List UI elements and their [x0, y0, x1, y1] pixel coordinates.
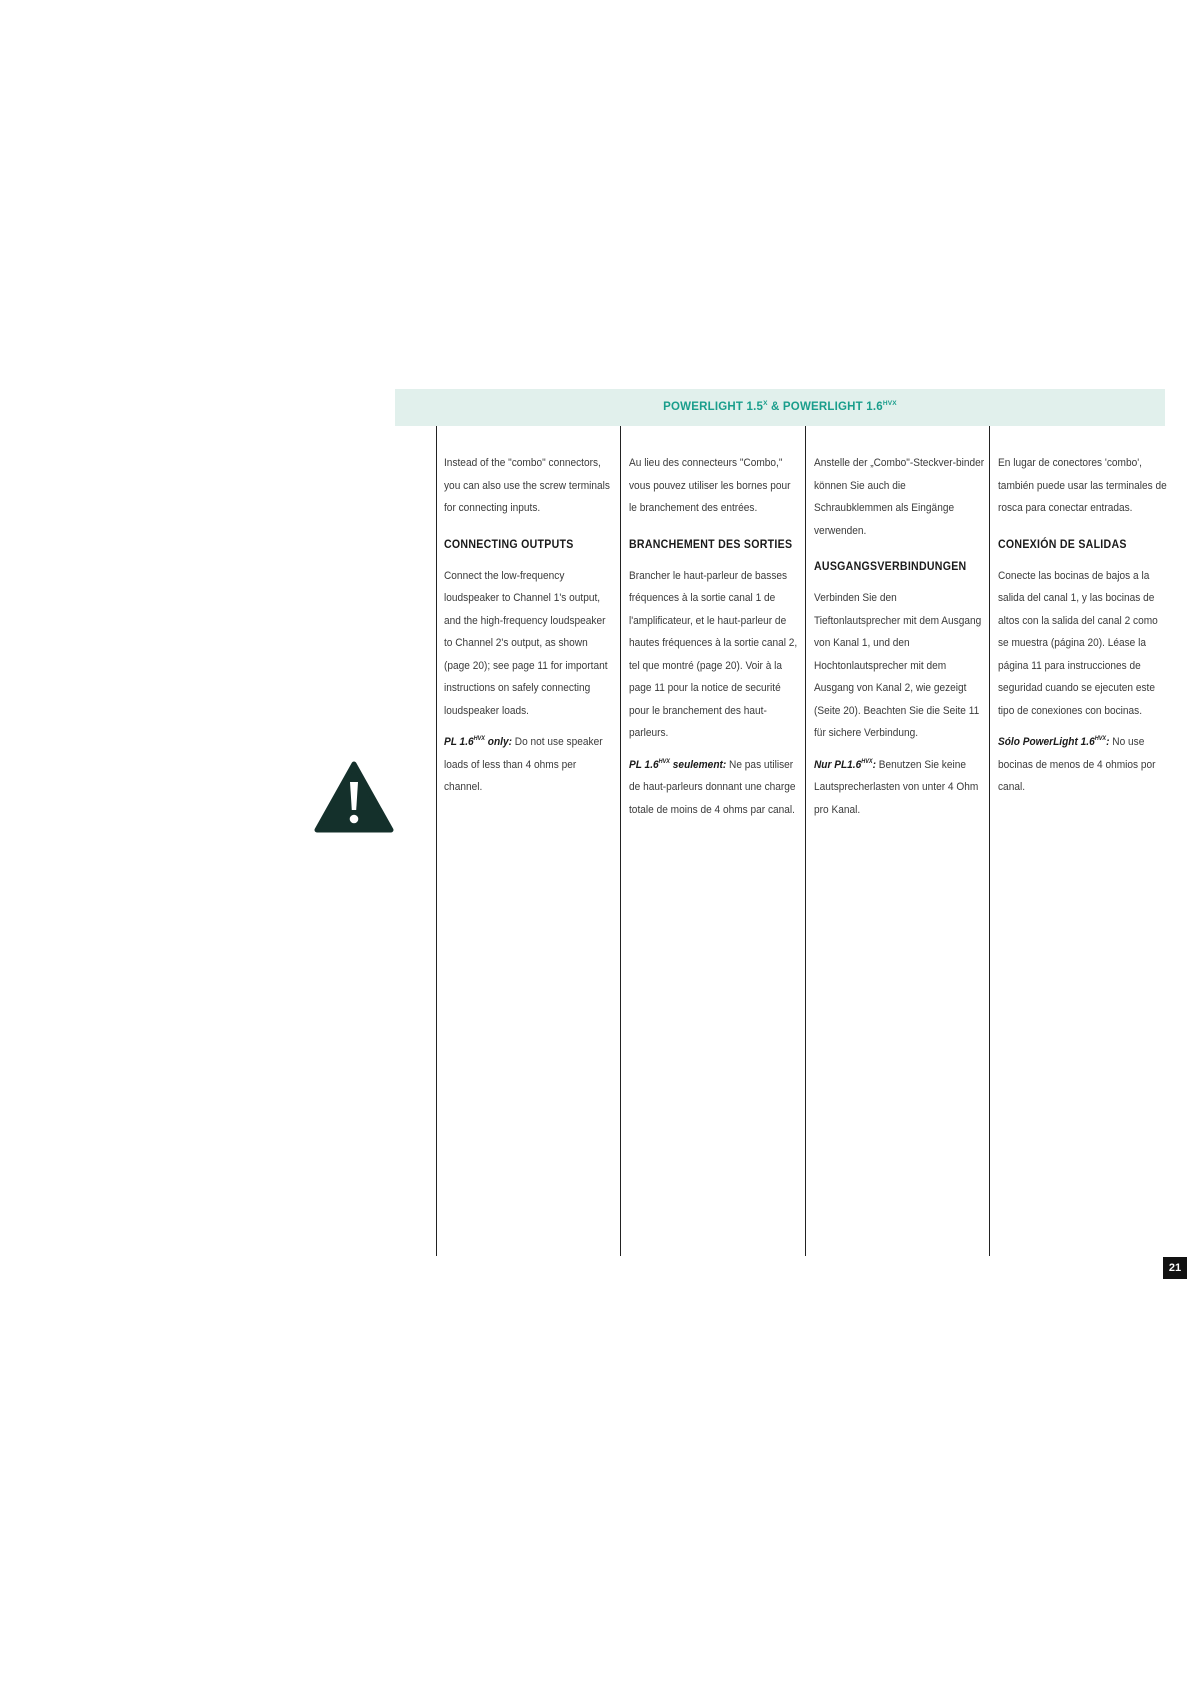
body-text: Connect the low-frequency loudspeaker to Channel 1's output, and the high-frequency loudspeaker to Channel 2's output, as shown (page 20); see page 11 for important instructions on safely connecting loudspeaker loads.: [444, 569, 608, 717]
note-lead: Sólo PowerLight $1.6^{HVX}$:: [998, 736, 1110, 748]
body-text: Verbinden Sie den Tieftonlautsprecher mit dem Ausgang von Kanal 1, und den Hochtonlautsprecher mit dem Ausgang von Kanal 2, wie gezeigt (Seite 20). Beachten Sie die Seite 11 für sichere Verbindung.: [814, 592, 982, 739]
note-text: PL $1.6^{HVX}$ seulement: Ne pas utiliser de haut-parleurs donnant une charge totale de moins de 4 ohms par canal.: [629, 758, 796, 816]
intro-text: Instead of the "combo" connectors, you can also use the screw terminals for connecting inputs.: [444, 457, 610, 514]
section-header: [395, 389, 1165, 426]
note-lead: Nur $PL1.6^{HVX}$:: [814, 758, 876, 771]
section-heading: CONEXIÓN DE SALIDAS: [998, 538, 1127, 551]
note-text: PL $1.6^{HVX}$ only: Do not use speaker loads of less than 4 ohms per channel.: [444, 736, 603, 793]
section-heading: CONNECTING OUTPUTS: [444, 538, 574, 551]
note-lead: PL $1.6^{HVX}$ seulement:: [629, 758, 727, 771]
column-french: [629, 452, 798, 821]
warning-triangle-icon: [314, 760, 394, 834]
column-rule: [436, 426, 437, 1256]
note-text: Nur $PL1.6^{HVX}$: Benutzen Sie keine Lautsprecherlasten von unter 4 Ohm pro Kanal.: [814, 758, 979, 816]
section-heading: BRANCHEMENT DES SORTIES: [629, 538, 793, 551]
intro-text: Au lieu des connecteurs "Combo," vous pouvez utiliser les bornes pour le branchement des entrées.: [629, 457, 791, 514]
header-title-b-sup: HVX: [882, 400, 897, 407]
header-title-a-sup: X: [763, 400, 768, 407]
body-text: Conecte las bocinas de bajos a la salida del canal 1, y las bocinas de altos con la salida del canal 2 como se muestra (página 20). Léase la página 11 para instrucciones de seguridad cuando se ejecuten este tipo de conexiones con bocinas.: [998, 569, 1158, 717]
note-lead: PL $1.6^{HVX}$ only:: [444, 736, 512, 748]
column-spanish: [998, 452, 1167, 799]
column-english: [444, 452, 610, 799]
intro-text: Anstelle der „Combo"-Steckver-binder können Sie auch die Schraubklemmen als Eingänge verwenden.: [814, 457, 985, 537]
column-rule: [989, 426, 990, 1256]
column-rule: [805, 426, 806, 1256]
column-rule: [620, 426, 621, 1256]
header-title-a: POWERLIGHT 1.5: [663, 401, 764, 413]
section-heading: AUSGANGSVERBINDUNGEN: [814, 561, 967, 573]
body-text: Brancher le haut-parleur de basses fréquences à la sortie canal 1 de l'amplificateur, et le haut-parleur de hautes fréquences à la sortie canal 2, tel que montré (page 20). Voir à la page 11 pour la notice de securité pour le branchement des haut-parleurs.: [629, 569, 798, 739]
column-german: [814, 452, 985, 821]
header-title-mid: & POWERLIGHT 1.6: [767, 401, 883, 413]
intro-text: En lugar de conectores 'combo', también puede usar las terminales de rosca para conectar entradas.: [998, 457, 1167, 514]
note-text: Sólo PowerLight $1.6^{HVX}$: No use bocinas de menos de 4 ohmios por canal.: [998, 736, 1156, 793]
page-number: 21: [1163, 1257, 1187, 1279]
